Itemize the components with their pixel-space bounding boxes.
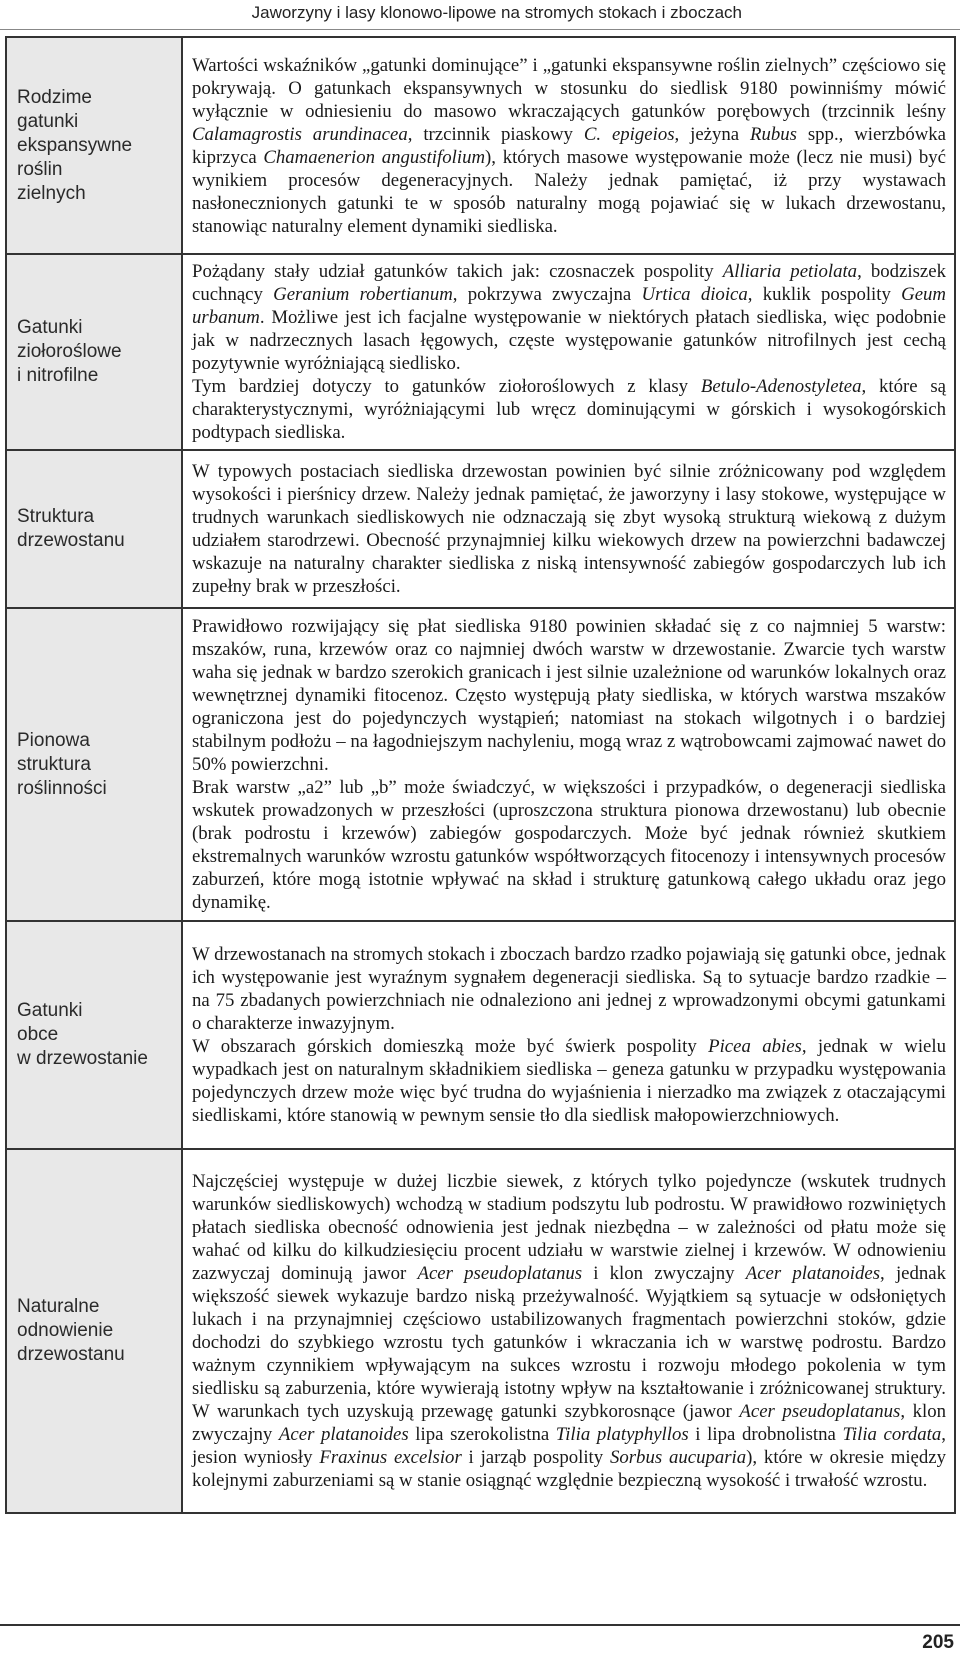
habitat-indicators-table [5, 36, 956, 1514]
text-run: i lipa drobnolistna [688, 1424, 843, 1445]
header-divider [0, 29, 960, 30]
text-run: , jesion wyniosły [192, 1424, 946, 1468]
indicator-description-cell [182, 450, 955, 608]
description-paragraph [192, 54, 946, 238]
text-run: , jeżyna [674, 123, 751, 145]
table-row [6, 37, 955, 254]
indicator-description-cell [182, 608, 955, 921]
text-run: ), które w okresie między kolejnymi zaburzeniami są w stanie osiągnąć względnie bezpieczną wysokość i trwałość wzrostu. [192, 1447, 946, 1491]
text-run: , pokrzywa zwyczajna [452, 284, 642, 305]
text-run: , kuklik pospolity [747, 284, 902, 305]
text-run: lipa szerokolistna [408, 1424, 556, 1445]
species-name: Chamaenerion angustifolium [263, 146, 486, 168]
text-run: Prawidłowo rozwijający się płat siedliska 9180 powinien składać się z co najmniej 5 warstw: mszaków, runa, krzewów oraz co najmniej dwóch warstw w drzewostanie. Zwarcie tych warstw waha się jednak w bardzo szerokich granicach i jest silnie uzależnione od warunków lokalnych oraz wewnętrznej dynamiki fitocenoz. Często występują płaty siedliska, w których warstwa mszaków ograniczona jest do pojedynczych wystąpień; natomiast na stokach wilgotnych i o bardziej stabilnym podłożu – na łagodniejszym nachyleniu, mogą wraz z wątrobowcami zajmować nawet do 50% powierzchni. [192, 616, 946, 775]
description-paragraph [192, 260, 946, 375]
text-run: W typowych postaciach siedliska drzewostan powinien być silnie zróżnicowany pod względem wysokości i pierśnicy drzew. Należy jednak pamiętać, że jaworzyny i lasy stokowe, występujące w trudnych warunkach siedliskowych nie odznaczają się zbyt wysoką strukturą wiekową z dużym udziałem starodrzewi. Obecność przynajmniej kilku wiekowych drzew na powierzchni badawczej wskazuje na naturalny charakter siedliska z niską intensywność zabiegów gospodarczych lub ich zupełny brak w przeszłości. [192, 461, 946, 597]
text-run: , jednak większość siewek wykazuje bardzo niską przeżywalność. Wyjątkiem są sytuacje w odsłoniętych lukach i na przynajmniej częściowo ustabilizowanych fragmentach powierzchni stoków, gdzie dochodzi do szybkiego wzrostu tych gatunków i wkraczania ich w warstwę podrostu. Bardzo ważnym czynnikiem wpływającym na sukces wzrostu i rozwoju młodego pokolenia w tym siedlisku są zaburzenia, które wywierają istotny wpływ na kształtowanie i zróżnicowanej struktury. W warunkach tych uzyskują przewagę gatunki szybkorosnące (jawor [192, 1263, 947, 1422]
species-name: Betulo-Adenostyletea [700, 376, 862, 397]
indicator-description-cell [182, 254, 955, 450]
description-paragraph [192, 375, 946, 444]
indicator-description-cell [182, 921, 955, 1149]
species-name: Tilia cordata [842, 1424, 942, 1445]
indicator-label: Rodzime gatunki ekspansywne roślin zielnych [17, 86, 133, 204]
text-run: Najczęściej występuje w dużej liczbie siewek, z których tylko pojedyncze (wskutek trudnych warunków siedliskowych) wchodzą w stadium podszytu lub podrostu. W prawidłowo rozwiniętych płatach siedliska obecność odnowienia jest jednak niezbędna – w zależności od płatu może się wahać od kilku do kilkudziesięciu procent udziału w warstwie zielnej i krzewów. W odnowieniu zazwyczaj dominują jawor [192, 1171, 946, 1284]
species-name: Picea abies [708, 1036, 802, 1057]
description-paragraph [192, 460, 946, 598]
species-name: Urtica dioica [641, 284, 748, 305]
indicator-label-cell [6, 254, 182, 450]
indicator-label-cell [6, 608, 182, 921]
species-name: Acer platanoides [278, 1424, 409, 1445]
text-run: . Możliwe jest ich facjalne występowanie w niektórych płatach siedliska, więc podobnie jak w nadrzecznych lasach łęgowych, częste występowanie gatunków nitrofilnych jest cechą pozytywnie wyróżniającą siedlisko. [192, 307, 946, 374]
text-run: , jednak w wielu wypadkach jest on naturalnym składnikiem siedliska – geneza gatunku w przypadku występowania pojedynczych drzew może więc być trudna do wyjaśnienia i nierzadko ma związek z otaczającymi siedliskami, które stanowią w pewnym sensie tło dla siedlisk małopowierzchniowych. [192, 1036, 946, 1126]
text-run: , bodziszek cuchnący [192, 261, 946, 305]
indicator-label: Gatunki obce w drzewostanie [17, 1000, 148, 1069]
species-name: Fraxinus excelsior [319, 1447, 462, 1468]
species-name: Acer pseudoplatanus [417, 1263, 583, 1284]
text-run: Wartości wskaźników „gatunki dominujące” i „gatunki ekspansywne roślin zielnych” częściowo się pokrywają. O gatunkach ekspansywnych w stosunku do siedlisk 9180 powinniśmy mówić wyłącznie w odniesieniu do masowo wkraczających gatunków porębowych (trzcinnik leśny [192, 54, 946, 122]
running-header-title: Jaworzyny i lasy klonowo-lipowe na stromych stokach i zboczach [251, 3, 742, 22]
table-row [6, 921, 955, 1149]
table-row [6, 1149, 955, 1513]
description-paragraph [192, 1170, 946, 1492]
species-name: C. epigeios [583, 123, 675, 145]
species-name: Geum urbanum [192, 284, 946, 328]
text-run: W drzewostanach na stromych stokach i zboczach bardzo rzadko pojawiają się gatunki obce, jednak ich występowanie jest wyraźnym sygnałem degeneracji siedliska. Są to sytuacje bardzo rzadkie – na 75 zbadanych powierzchniach nie odnaleziono ani jednej z wprowadzonymi obcymi gatunkami o charakterze inwazyjnym. [192, 944, 946, 1034]
indicator-label-cell [6, 450, 182, 608]
table-row [6, 608, 955, 921]
running-header [0, 0, 960, 30]
table-row [6, 450, 955, 608]
species-name: Rubus [750, 123, 797, 145]
indicator-description-cell [182, 1149, 955, 1513]
species-name: Sorbus aucuparia [609, 1447, 747, 1468]
description-paragraph [192, 615, 946, 776]
indicator-label: Struktura drzewostanu [17, 506, 125, 551]
species-name: Calamagrostis arundinacea [192, 123, 408, 145]
indicator-label: Gatunki ziołoroślowe i nitrofilne [17, 317, 122, 386]
species-name: Geranium robertianum [273, 284, 453, 305]
text-run: spp., wierzbówka kiprzyca [192, 123, 946, 168]
species-name: Alliaria petiolata [722, 261, 858, 282]
text-run: Pożądany stały udział gatunków takich jak: czosnaczek pospolity [192, 261, 723, 282]
text-run: , klon zwyczajny [192, 1401, 947, 1445]
description-paragraph [192, 776, 946, 914]
text-run: , trzcinnik piaskowy [407, 123, 584, 145]
text-run: W obszarach górskich domieszką może być świerk pospolity [192, 1036, 709, 1057]
species-name: Acer pseudoplatanus [739, 1401, 901, 1422]
text-run: , które są charakterystycznymi, wyróżniającymi lub wręcz dominującymi w górskich i wysokogórskich podtypach siedliska. [192, 376, 946, 443]
species-name: Tilia platyphyllos [555, 1424, 689, 1445]
text-run: ), których masowe występowanie może (lecz nie musi) być wynikiem procesów degeneracyjnych. Należy jednak pamiętać, iż przy wystawach nasłonecznionych gatunki te w sposób naturalny mogą pojawiać się w lukach drzewostanu, stanowiąc naturalny element dynamiki siedliska. [192, 146, 946, 237]
footer-divider [0, 1624, 960, 1626]
description-paragraph [192, 943, 946, 1035]
indicator-description-cell [182, 37, 955, 254]
text-run: Brak warstw „a2” lub „b” może świadczyć, w większości i przypadków, o degeneracji siedliska wskutek prowadzonych w przeszłości (uproszczona struktura pionowa drzewostanu) lub obecnie (brak podrostu i krzewów) zabiegów gospodarczych. Może być jednak również skutkiem ekstremalnych warunków wzrostu gatunków współtworzących fitocenozy i intensywnych procesów zaburzeń, które mogą istotnie wpływać na skład i strukturę gatunkową całego układu oraz jego dynamikę. [192, 777, 946, 913]
page-number: 205 [922, 1632, 954, 1653]
description-paragraph [192, 1035, 946, 1127]
table-row [6, 254, 955, 450]
text-run: i klon zwyczajny [582, 1263, 746, 1284]
indicator-label-cell [6, 37, 182, 254]
indicator-label-cell [6, 1149, 182, 1513]
indicator-label: Naturalne odnowienie drzewostanu [17, 1296, 125, 1365]
text-run: Tym bardziej dotyczy to gatunków ziołoroślowych z klasy [192, 376, 701, 397]
indicator-label-cell [6, 921, 182, 1149]
text-run: i jarząb pospolity [461, 1447, 610, 1468]
species-name: Acer platanoides [745, 1263, 881, 1284]
indicator-label: Pionowa struktura roślinności [17, 729, 107, 799]
